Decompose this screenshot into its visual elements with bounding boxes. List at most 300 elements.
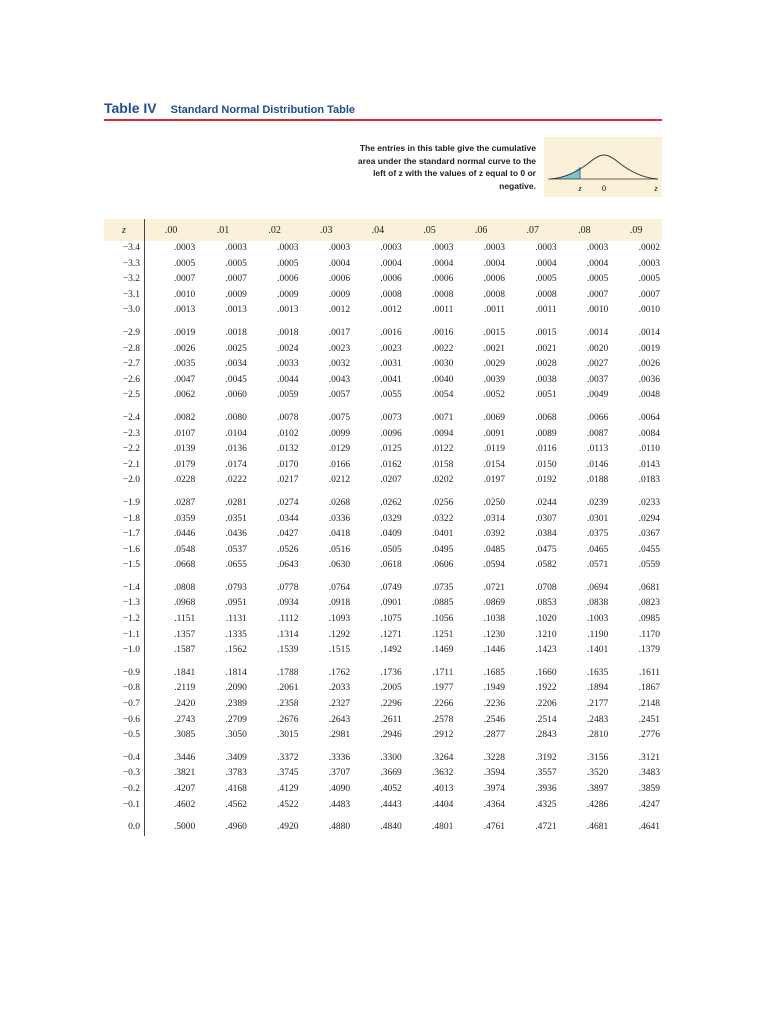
probability-cell: .2266 <box>431 699 454 710</box>
probability-cell: .0262 <box>380 497 402 508</box>
probability-cell: .4247 <box>638 799 660 810</box>
probability-cell: .0028 <box>535 359 557 370</box>
probability-cell: .0102 <box>277 428 299 439</box>
probability-cell: .0007 <box>173 274 196 285</box>
probability-cell: .2090 <box>225 683 247 694</box>
probability-cell: .0446 <box>173 529 196 540</box>
probability-cell: .0228 <box>173 475 196 486</box>
probability-cell: .0427 <box>277 529 299 540</box>
probability-cell: .1056 <box>431 614 454 625</box>
probability-cell: .0029 <box>483 359 505 370</box>
column-header-row <box>104 219 662 241</box>
probability-cell: .1112 <box>277 614 299 625</box>
probability-cell: .1977 <box>431 683 454 694</box>
probability-cell: .0006 <box>483 274 505 285</box>
probability-cell: .1762 <box>328 667 351 678</box>
probability-cell: .0020 <box>586 343 609 354</box>
probability-cell: .1922 <box>535 683 557 694</box>
probability-cell: .0096 <box>380 428 402 439</box>
probability-cell: .2327 <box>328 699 351 710</box>
probability-cell: .1894 <box>586 683 609 694</box>
probability-cell: .4443 <box>380 799 402 810</box>
table-row <box>104 272 662 288</box>
probability-cell: .0139 <box>173 444 196 455</box>
probability-cell: .0375 <box>586 529 609 540</box>
probability-cell: .4960 <box>225 822 247 833</box>
probability-cell: .4681 <box>586 822 609 833</box>
probability-cell: .3936 <box>535 784 557 794</box>
probability-cell: .0014 <box>586 327 609 338</box>
probability-cell: .4325 <box>535 799 557 810</box>
probability-cell: .0951 <box>225 598 247 609</box>
probability-cell: .0036 <box>638 374 660 385</box>
table-row <box>104 257 662 273</box>
probability-cell: .2389 <box>225 699 247 710</box>
probability-cell: .2546 <box>483 714 505 725</box>
probability-cell: .2709 <box>225 714 247 725</box>
probability-cell: .4840 <box>380 822 402 833</box>
z-value-cell: −1.2 <box>104 612 145 628</box>
probability-cell: .0222 <box>225 475 247 486</box>
probability-cell: .2420 <box>173 699 196 710</box>
z-value-cell: −2.2 <box>104 442 145 458</box>
table-row <box>104 681 662 697</box>
probability-cell: .0003 <box>586 243 609 253</box>
table-row <box>104 766 662 782</box>
probability-cell: .2743 <box>173 714 196 725</box>
probability-cell: .1292 <box>328 629 351 640</box>
probability-cell: .4880 <box>328 822 351 833</box>
table-row <box>104 288 662 304</box>
probability-cell: .0023 <box>380 343 402 354</box>
probability-cell: .0084 <box>638 428 660 439</box>
probability-cell: .3783 <box>225 768 247 779</box>
column-header: .09 <box>610 219 662 241</box>
probability-cell: .1515 <box>328 645 351 656</box>
probability-cell: .0062 <box>173 390 196 401</box>
z-value-cell: −2.6 <box>104 373 145 389</box>
table-row <box>104 612 662 628</box>
probability-cell: .2776 <box>638 730 660 741</box>
group-spacer <box>104 319 662 326</box>
probability-cell: .0089 <box>535 428 557 439</box>
probability-cell: .0071 <box>431 412 454 423</box>
probability-cell: .0170 <box>277 459 299 470</box>
probability-cell: .0694 <box>586 582 609 593</box>
column-header: .01 <box>197 219 249 241</box>
table-row <box>104 388 662 404</box>
column-header: .03 <box>300 219 352 241</box>
table-row <box>104 342 662 358</box>
probability-cell: .0559 <box>638 560 660 571</box>
probability-cell: .1660 <box>535 667 557 678</box>
probability-cell: .0985 <box>638 614 660 625</box>
probability-cell: .0015 <box>483 327 505 338</box>
table-number: Table IV <box>104 100 157 116</box>
probability-cell: .4207 <box>173 784 196 794</box>
probability-cell: .0012 <box>328 305 351 316</box>
probability-cell: .0274 <box>277 497 299 508</box>
z-value-cell: −0.9 <box>104 666 145 682</box>
probability-cell: .0004 <box>328 258 351 269</box>
probability-cell: .0048 <box>638 390 660 401</box>
probability-cell: .0075 <box>328 412 351 423</box>
column-header: .02 <box>249 219 301 241</box>
probability-cell: .0013 <box>225 305 247 316</box>
table-title: Standard Normal Distribution Table <box>170 104 356 116</box>
probability-cell: .0537 <box>225 544 247 555</box>
z-value-cell: −2.8 <box>104 342 145 358</box>
probability-cell: .0918 <box>328 598 351 609</box>
z-column-header: z <box>104 219 145 241</box>
probability-cell: .0003 <box>173 243 196 253</box>
probability-cell: .2643 <box>328 714 351 725</box>
probability-cell: .0548 <box>173 544 196 555</box>
probability-cell: .0166 <box>328 459 351 470</box>
table-row <box>104 543 662 559</box>
probability-cell: .4286 <box>586 799 609 810</box>
table-description: The entries in this table give the cumulative area under the standard normal curve to the left of z with the values of z equal to 0 or negative. <box>357 143 536 191</box>
probability-cell: .0329 <box>380 513 402 524</box>
table-row <box>104 442 662 458</box>
probability-cell: .0162 <box>380 459 402 470</box>
probability-cell: .0027 <box>586 359 609 370</box>
probability-cell: .0059 <box>277 390 299 401</box>
probability-cell: .0322 <box>431 513 454 524</box>
probability-cell: .2810 <box>586 730 609 741</box>
z-value-cell: −3.0 <box>104 303 145 319</box>
probability-cell: .0013 <box>277 305 299 316</box>
probability-cell: .0003 <box>277 243 299 253</box>
probability-cell: .0526 <box>277 544 299 555</box>
probability-cell: .0011 <box>483 305 505 316</box>
probability-cell: .0668 <box>173 560 196 571</box>
probability-cell: .2236 <box>483 699 505 710</box>
probability-cell: .2296 <box>380 699 402 710</box>
probability-cell: .0455 <box>638 544 660 555</box>
table-row <box>104 628 662 644</box>
probability-cell: .3446 <box>173 752 196 763</box>
probability-cell: .3707 <box>328 768 351 779</box>
group-spacer <box>104 404 662 411</box>
probability-cell: .0014 <box>638 327 660 338</box>
column-header: .06 <box>455 219 507 241</box>
probability-cell: .1401 <box>586 645 609 656</box>
probability-cell: .0051 <box>535 390 557 401</box>
probability-cell: .0052 <box>483 390 505 401</box>
probability-cell: .0016 <box>380 327 402 338</box>
probability-cell: .4052 <box>380 784 402 794</box>
probability-cell: .4761 <box>483 822 505 833</box>
probability-cell: .3745 <box>277 768 299 779</box>
probability-cell: .0005 <box>586 274 609 285</box>
probability-cell: .0113 <box>587 444 609 455</box>
probability-cell: .0934 <box>277 598 299 609</box>
probability-cell: .0054 <box>431 390 454 401</box>
probability-cell: .0212 <box>328 475 351 486</box>
table-row <box>104 751 662 767</box>
probability-cell: .2981 <box>328 730 351 741</box>
probability-cell: .0055 <box>380 390 402 401</box>
probability-cell: .4013 <box>431 784 454 794</box>
probability-cell: .0006 <box>380 274 402 285</box>
probability-cell: .2514 <box>535 714 557 725</box>
table-row <box>104 820 662 836</box>
probability-cell: .0033 <box>277 359 299 370</box>
probability-cell: .1562 <box>225 645 247 656</box>
probability-cell: .3557 <box>535 768 557 779</box>
probability-cell: .0188 <box>586 475 609 486</box>
probability-cell: .0307 <box>535 513 557 524</box>
probability-cell: .0838 <box>586 598 609 609</box>
probability-cell: .0132 <box>277 444 299 455</box>
probability-cell: .1314 <box>277 629 299 640</box>
probability-cell: .0150 <box>535 459 557 470</box>
probability-cell: .1814 <box>225 667 247 678</box>
probability-cell: .0287 <box>173 497 196 508</box>
table-row <box>104 728 662 744</box>
probability-cell: .4364 <box>483 799 505 810</box>
spacer-cell <box>104 744 145 751</box>
figure-label-zero: 0 <box>602 184 606 193</box>
group-spacer <box>104 659 662 666</box>
probability-cell: .0004 <box>535 258 557 269</box>
probability-cell: .1379 <box>638 645 660 656</box>
probability-cell: .0003 <box>483 243 505 253</box>
probability-cell: .0207 <box>380 475 402 486</box>
probability-cell: .2061 <box>277 683 299 694</box>
probability-cell: .4602 <box>173 799 196 810</box>
probability-cell: .0778 <box>277 582 299 593</box>
probability-cell: .0038 <box>535 374 557 385</box>
normal-curve-icon <box>544 137 662 197</box>
probability-cell: .3192 <box>535 752 557 763</box>
probability-cell: .0505 <box>380 544 402 555</box>
table-row <box>104 713 662 729</box>
probability-cell: .0049 <box>586 390 609 401</box>
probability-cell: .0025 <box>225 343 247 354</box>
probability-cell: .0008 <box>535 289 557 300</box>
probability-cell: .1423 <box>535 645 557 656</box>
table-row <box>104 697 662 713</box>
probability-cell: .0044 <box>277 374 299 385</box>
group-spacer <box>104 574 662 581</box>
probability-cell: .0314 <box>483 513 505 524</box>
z-value-cell: −1.5 <box>104 558 145 574</box>
spacer-cell <box>104 574 145 581</box>
probability-cell: .0721 <box>483 582 505 593</box>
probability-cell: .1841 <box>173 667 196 678</box>
z-value-cell: −3.1 <box>104 288 145 304</box>
table-row <box>104 357 662 373</box>
probability-cell: .0244 <box>535 497 557 508</box>
probability-cell: .0179 <box>173 459 196 470</box>
probability-cell: .0057 <box>328 390 351 401</box>
probability-cell: .0007 <box>225 274 247 285</box>
probability-cell: .1867 <box>638 683 660 694</box>
probability-cell: .0047 <box>173 374 196 385</box>
probability-cell: .1539 <box>277 645 299 656</box>
probability-cell: .0344 <box>277 513 299 524</box>
probability-cell: .3974 <box>483 784 505 794</box>
probability-cell: .1151 <box>174 614 196 625</box>
probability-cell: .0066 <box>586 412 609 423</box>
table-row <box>104 458 662 474</box>
probability-cell: .0069 <box>483 412 505 423</box>
probability-cell: .2005 <box>380 683 402 694</box>
probability-cell: .3015 <box>277 730 299 741</box>
probability-cell: .0202 <box>431 475 454 486</box>
z-value-cell: −2.1 <box>104 458 145 474</box>
probability-cell: .0023 <box>328 343 351 354</box>
probability-cell: .0359 <box>173 513 196 524</box>
probability-cell: .2946 <box>380 730 402 741</box>
probability-cell: .0239 <box>586 497 609 508</box>
probability-cell: .1020 <box>535 614 557 625</box>
probability-cell: .0012 <box>380 305 402 316</box>
probability-cell: .0174 <box>225 459 247 470</box>
probability-cell: .1587 <box>173 645 196 656</box>
probability-cell: .4641 <box>638 822 660 833</box>
probability-cell: .0116 <box>535 444 557 455</box>
probability-cell: .0475 <box>535 544 557 555</box>
probability-cell: .0250 <box>483 497 505 508</box>
probability-cell: .0708 <box>535 582 557 593</box>
probability-cell: .1492 <box>380 645 402 656</box>
probability-cell: .4129 <box>277 784 299 794</box>
probability-cell: .4404 <box>431 799 454 810</box>
probability-cell: .0006 <box>431 274 454 285</box>
probability-cell: .1788 <box>277 667 299 678</box>
probability-cell: .0107 <box>173 428 196 439</box>
probability-cell: .0010 <box>586 305 609 316</box>
probability-cell: .1038 <box>483 614 505 625</box>
probability-cell: .0192 <box>535 475 557 486</box>
probability-cell: .0143 <box>638 459 660 470</box>
probability-cell: .0004 <box>431 258 454 269</box>
probability-cell: .3050 <box>225 730 247 741</box>
z-value-cell: −1.8 <box>104 512 145 528</box>
z-value-cell: −2.4 <box>104 411 145 427</box>
spacer-cell <box>145 319 663 326</box>
probability-cell: .1003 <box>586 614 609 625</box>
spacer-cell <box>104 489 145 496</box>
probability-cell: .0735 <box>431 582 454 593</box>
probability-cell: .1271 <box>380 629 402 640</box>
probability-cell: .1736 <box>380 667 402 678</box>
spacer-cell <box>145 744 663 751</box>
table-row <box>104 798 662 814</box>
probability-cell: .0485 <box>483 544 505 555</box>
probability-cell: .0021 <box>535 343 557 354</box>
z-value-cell: −1.4 <box>104 581 145 597</box>
probability-cell: .4090 <box>328 784 351 794</box>
probability-cell: .0004 <box>380 258 402 269</box>
probability-cell: .3336 <box>328 752 351 763</box>
probability-cell: .0026 <box>638 359 660 370</box>
probability-cell: .0011 <box>535 305 557 316</box>
column-header: .08 <box>559 219 611 241</box>
probability-cell: .0008 <box>380 289 402 300</box>
probability-cell: .0002 <box>638 243 660 253</box>
probability-cell: .0217 <box>277 475 299 486</box>
probability-cell: .0004 <box>483 258 505 269</box>
probability-cell: .1949 <box>483 683 505 694</box>
probability-cell: .0268 <box>328 497 351 508</box>
probability-cell: .0034 <box>225 359 247 370</box>
table-row <box>104 241 662 257</box>
z-table <box>104 219 662 836</box>
probability-cell: .0110 <box>638 444 660 455</box>
probability-cell: .0080 <box>225 412 247 423</box>
probability-cell: .1635 <box>586 667 609 678</box>
group-spacer <box>104 813 662 820</box>
probability-cell: .1685 <box>483 667 505 678</box>
probability-cell: .0013 <box>173 305 196 316</box>
probability-cell: .3372 <box>277 752 299 763</box>
probability-cell: .0136 <box>225 444 247 455</box>
figure-label-z: z <box>578 184 582 193</box>
probability-cell: .2877 <box>483 730 505 741</box>
probability-cell: .0035 <box>173 359 196 370</box>
probability-cell: .1230 <box>483 629 505 640</box>
probability-cell: .1131 <box>225 614 247 625</box>
probability-cell: .1093 <box>328 614 351 625</box>
probability-cell: .1190 <box>587 629 609 640</box>
probability-cell: .0015 <box>535 327 557 338</box>
probability-cell: .2148 <box>638 699 660 710</box>
probability-cell: .0495 <box>431 544 454 555</box>
probability-cell: .0594 <box>483 560 505 571</box>
z-value-cell: −2.7 <box>104 357 145 373</box>
probability-cell: .3897 <box>586 784 609 794</box>
spacer-cell <box>104 319 145 326</box>
shaded-left-area <box>550 167 580 179</box>
probability-cell: .3859 <box>638 784 660 794</box>
spacer-cell <box>104 404 145 411</box>
probability-cell: .0006 <box>328 274 351 285</box>
probability-cell: .0606 <box>431 560 454 571</box>
normal-curve-figure <box>544 137 662 197</box>
spacer-cell <box>145 813 663 820</box>
probability-cell: .0125 <box>380 444 402 455</box>
probability-cell: .4522 <box>277 799 299 810</box>
probability-cell: .1469 <box>431 645 454 656</box>
probability-cell: .2843 <box>535 730 557 741</box>
probability-cell: .1210 <box>535 629 557 640</box>
probability-cell: .0436 <box>225 529 247 540</box>
probability-cell: .3409 <box>225 752 247 763</box>
probability-cell: .0516 <box>328 544 351 555</box>
probability-cell: .3085 <box>173 730 196 741</box>
z-value-cell: −1.3 <box>104 596 145 612</box>
table-row <box>104 527 662 543</box>
probability-cell: .0010 <box>638 305 660 316</box>
probability-cell: .0010 <box>173 289 196 300</box>
figure-label-z-axis: z <box>654 184 658 193</box>
probability-cell: .0018 <box>277 327 299 338</box>
probability-cell: .0009 <box>328 289 351 300</box>
probability-cell: .3520 <box>586 768 609 779</box>
probability-cell: .0003 <box>431 243 454 253</box>
probability-cell: .2483 <box>586 714 609 725</box>
probability-cell: .0823 <box>638 598 660 609</box>
z-value-cell: −2.3 <box>104 427 145 443</box>
probability-cell: .0409 <box>380 529 402 540</box>
probability-cell: .2119 <box>174 683 196 694</box>
spacer-cell <box>145 659 663 666</box>
probability-cell: .0681 <box>638 582 660 593</box>
